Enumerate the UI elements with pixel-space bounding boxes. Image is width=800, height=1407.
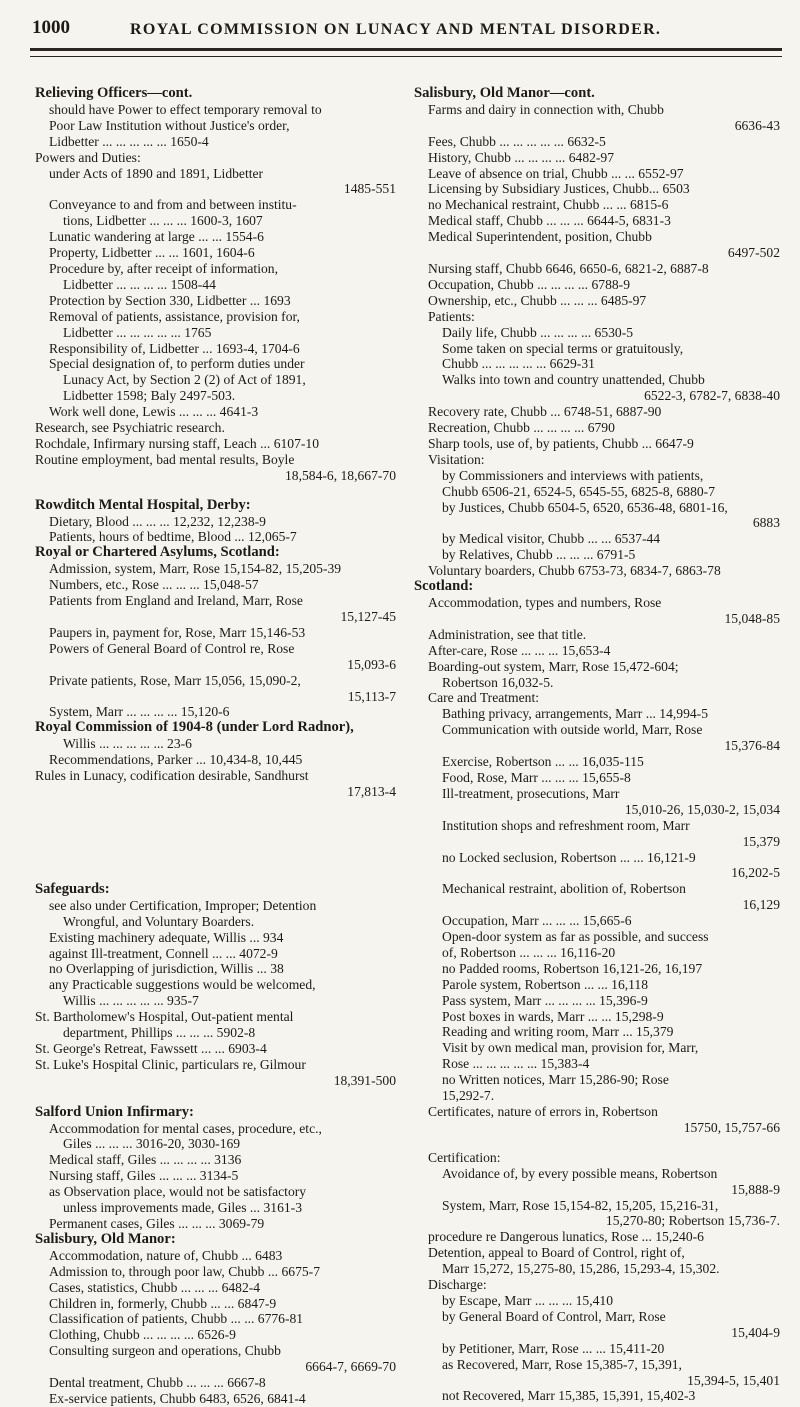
index-entry: unless improvements made, Giles ... 3161-3 xyxy=(63,1200,302,1216)
index-entry: Ex-service patients, Chubb 6483, 6526, 6841-4 xyxy=(49,1390,306,1406)
index-entry: 15,376-84 xyxy=(724,738,780,754)
index-entry: 1485-551 xyxy=(343,181,396,197)
index-entry: department, Phillips ... ... ... 5902-8 xyxy=(63,1025,256,1041)
index-entry: Sharp tools, use of, by patients, Chubb ... 6647-9 xyxy=(428,435,694,451)
index-entry: no Overlapping of jurisdiction, Willis ... 38 xyxy=(49,961,284,977)
index-entry: Dietary, Blood ... ... ... 12,232, 12,238-9 xyxy=(49,513,266,529)
index-entry: Marr 15,272, 15,275-80, 15,286, 15,293-4, 15,302. xyxy=(442,1261,720,1277)
index-entry: Responsibility of, Lidbetter ... 1693-4, 1704-6 xyxy=(49,340,300,356)
index-entry: Rules in Lunacy, codification desirable, Sandhurst xyxy=(35,768,309,784)
index-entry: Paupers in, payment for, Rose, Marr 15,146-53 xyxy=(49,624,306,640)
index-entry: 18,584-6, 18,667-70 xyxy=(284,467,396,483)
page-header xyxy=(32,17,780,44)
index-entry: Food, Rose, Marr ... ... ... 15,655-8 xyxy=(442,769,631,785)
index-entry: Some taken on special terms or gratuitously, xyxy=(442,340,684,356)
index-entry: Medical staff, Giles ... ... ... ... 3136 xyxy=(49,1152,242,1168)
index-entry: Routine employment, bad mental results, Boyle xyxy=(35,451,295,467)
index-entry: Daily life, Chubb ... ... ... ... 6530-5 xyxy=(442,324,634,340)
index-entry: Occupation, Marr ... ... ... 15,665-6 xyxy=(442,913,632,929)
index-entry: Cases, statistics, Chubb ... ... ... 6482-4 xyxy=(49,1279,261,1295)
index-entry: Accommodation, types and numbers, Rose xyxy=(428,595,662,610)
index-entry: Lidbetter ... ... ... ... ... 1650-4 xyxy=(49,133,209,149)
index-entry: 15,113-7 xyxy=(347,688,396,704)
index-entry: Poor Law Institution without Justice's order, xyxy=(49,117,290,133)
index-entry: Giles ... ... ... 3016-20, 3030-169 xyxy=(63,1136,241,1152)
index-entry: by General Board of Control, Marr, Rose xyxy=(442,1308,666,1324)
index-entry: Fees, Chubb ... ... ... ... ... 6632-5 xyxy=(428,133,606,149)
index-entry: Robertson 16,032-5. xyxy=(442,674,554,690)
index-entry: Visit by own medical man, provision for, Marr, xyxy=(442,1040,699,1056)
spacer xyxy=(35,484,400,498)
index-entry: 15,048-85 xyxy=(724,610,780,626)
index-entry: Institution shops and refreshment room, Marr xyxy=(442,817,690,833)
index-entry: no Mechanical restraint, Chubb ... ... 6815-6 xyxy=(428,197,669,213)
index-entry: Medical staff, Chubb ... ... ... 6644-5, 6831-3 xyxy=(428,213,671,229)
index-entry: 6636-43 xyxy=(734,117,780,133)
index-entry: under Acts of 1890 and 1891, Lidbetter xyxy=(49,165,264,181)
index-entry: Avoidance of, by every possible means, Robertson xyxy=(442,1165,718,1181)
index-entry: Conveyance to and from and between institu- xyxy=(49,197,297,213)
index-entry: by Relatives, Chubb ... ... ... 6791-5 xyxy=(442,547,636,563)
index-entry: Visitation: xyxy=(428,451,485,467)
index-entry: Communication with outside world, Marr, Rose xyxy=(442,722,703,738)
index-entry: Wrongful, and Voluntary Boarders. xyxy=(63,913,255,929)
index-entry: not Recovered, Marr 15,385, 15,391, 15,402-3 xyxy=(442,1388,696,1404)
index-entry: System, Marr, Rose 15,154-82, 15,205, 15,216-31, xyxy=(442,1197,719,1213)
index-entry: Parole system, Robertson ... ... 16,118 xyxy=(442,976,649,992)
index-entry: Rose ... ... ... ... ... 15,383-4 xyxy=(442,1056,590,1072)
index-entry: 6883 xyxy=(752,515,780,531)
index-entry: Dental treatment, Chubb ... ... ... 6667-8 xyxy=(49,1375,266,1391)
page-number: 1000 xyxy=(32,17,70,38)
index-entry: Mechanical restraint, abolition of, Robertson xyxy=(442,881,686,897)
index-entry: Lunacy Act, by Section 2 (2) of Act of 1891, xyxy=(63,372,306,388)
index-entry: 15,270-80; Robertson 15,736-7. xyxy=(605,1213,780,1229)
index-entry: by Justices, Chubb 6504-5, 6520, 6536-48, 6801-16, xyxy=(442,499,728,515)
index-entry: 15,888-9 xyxy=(731,1181,780,1197)
index-entry: 15750, 15,757-66 xyxy=(683,1119,780,1135)
index-entry: 17,813-4 xyxy=(347,783,396,799)
spacer xyxy=(35,800,400,882)
index-entry: Medical Superintendent, position, Chubb xyxy=(428,229,652,245)
index-entry: as Recovered, Marr, Rose 15,385-7, 15,391, xyxy=(442,1356,682,1372)
index-entry: Nursing staff, Giles ... ... ... 3134-5 xyxy=(49,1168,239,1184)
index-entry: St. Bartholomew's Hospital, Out-patient mental xyxy=(35,1009,294,1025)
index-entry: Reading and writing room, Marr ... 15,379 xyxy=(442,1024,674,1040)
index-entry: Rochdale, Infirmary nursing staff, Leach ... 6107-10 xyxy=(35,435,320,451)
index-entry: should have Power to effect temporary removal to xyxy=(49,101,322,117)
index-block xyxy=(35,86,400,484)
index-entry: Bathing privacy, arrangements, Marr ... 14,994-5 xyxy=(442,706,709,722)
index-entry: 6664-7, 6669-70 xyxy=(305,1359,396,1375)
index-entry: Property, Lidbetter ... ... 1601, 1604-6 xyxy=(49,245,255,261)
index-entry: no Padded rooms, Robertson 16,121-26, 16,197 xyxy=(442,960,703,976)
index-entry: Boarding-out system, Marr, Rose 15,472-604; xyxy=(428,658,679,674)
index-entry: Lunatic wandering at large ... ... 1554-6 xyxy=(49,229,264,245)
index-entry: Patients, hours of bedtime, Blood ... 12,065-7 xyxy=(49,529,297,545)
index-entry: Care and Treatment: xyxy=(428,690,539,706)
index-entry: Ill-treatment, prosecutions, Marr xyxy=(442,785,620,801)
index-entry: no Written notices, Marr 15,286-90; Rose xyxy=(442,1072,669,1088)
index-entry: 16,202-5 xyxy=(731,865,780,881)
index-entry: 6497-502 xyxy=(727,245,780,261)
index-entry: Open-door system as far as possible, and success xyxy=(442,929,709,945)
index-entry: Walks into town and country unattended, Chubb xyxy=(442,372,705,388)
index-entry: tions, Lidbetter ... ... ... 1600-3, 1607 xyxy=(63,213,263,229)
index-entry: Leave of absence on trial, Chubb ... ... 6552-97 xyxy=(428,165,684,181)
index-block xyxy=(414,86,784,579)
index-block xyxy=(35,882,400,1089)
index-entry: 15,292-7. xyxy=(442,1088,495,1104)
index-entry: 15,404-9 xyxy=(731,1324,780,1340)
index-entry: Powers of General Board of Control re, Rose xyxy=(49,640,295,656)
index-entry: Administration, see that title. xyxy=(428,626,587,642)
index-entry: against Ill-treatment, Connell ... ... 4072-9 xyxy=(49,945,278,961)
index-entry: Certificates, nature of errors in, Robertson xyxy=(428,1104,658,1119)
index-entry: any Practicable suggestions would be welcomed, xyxy=(49,977,316,993)
index-entry: Detention, appeal to Board of Control, right of, xyxy=(428,1245,685,1261)
index-entry: by Medical visitor, Chubb ... ... 6537-44 xyxy=(442,531,661,547)
index-entry: Research, see Psychiatric research. xyxy=(35,420,225,436)
index-entry: System, Marr ... ... ... ... 15,120-6 xyxy=(49,704,230,720)
index-entry: by Commissioners and interviews with patients, xyxy=(442,467,704,483)
index-entry: Certification: xyxy=(428,1149,501,1165)
index-entry: Recreation, Chubb ... ... ... ... 6790 xyxy=(428,420,615,436)
index-entry: Protection by Section 330, Lidbetter ... 1693 xyxy=(49,292,291,308)
page-title: ROYAL COMMISSION ON LUNACY AND MENTAL DISORDER. xyxy=(130,21,662,38)
index-entry: Classification of patients, Chubb ... ... 6776-81 xyxy=(49,1311,304,1327)
index-heading: Salisbury, Old Manor—cont. xyxy=(414,86,595,101)
index-entry: 16,129 xyxy=(742,897,780,913)
index-block xyxy=(414,579,784,1136)
index-entry: of, Robertson ... ... ... 16,116-20 xyxy=(442,944,616,960)
index-entry: Work well done, Lewis ... ... ... 4641-3 xyxy=(49,404,259,420)
index-entry: History, Chubb ... ... ... ... 6482-97 xyxy=(428,149,615,165)
index-entry: Willis ... ... ... ... ... 935-7 xyxy=(63,993,199,1009)
index-entry: Occupation, Chubb ... ... ... ... 6788-9 xyxy=(428,276,630,292)
index-entry: Admission, system, Marr, Rose 15,154-82, 15,205-39 xyxy=(49,561,342,577)
index-entry: Licensing by Subsidiary Justices, Chubb... 6503 xyxy=(428,181,690,197)
index-entry: 15,379 xyxy=(742,833,780,849)
index-entry: Lidbetter ... ... ... ... ... 1765 xyxy=(63,324,212,340)
index-entry: see also under Certification, Improper; Detention xyxy=(49,897,317,913)
index-entry: Permanent cases, Giles ... ... ... 3069-79 xyxy=(49,1216,265,1231)
index-heading: Scotland: xyxy=(414,579,474,595)
index-entry: Post boxes in wards, Marr ... ... 15,298-9 xyxy=(442,1008,664,1024)
index-entry: as Observation place, would not be satisfactory xyxy=(49,1184,307,1200)
index-heading: Relieving Officers—cont. xyxy=(35,86,193,101)
spacer xyxy=(35,1089,400,1105)
index-entry: Discharge: xyxy=(428,1277,487,1293)
index-heading: Rowditch Mental Hospital, Derby: xyxy=(35,497,251,513)
index-heading: Royal or Chartered Asylums, Scotland: xyxy=(35,545,280,561)
index-block xyxy=(35,498,400,800)
index-entry: 15,127-45 xyxy=(340,609,396,624)
index-entry: Accommodation, nature of, Chubb ... 6483 xyxy=(49,1247,283,1263)
index-entry: by Petitioner, Marr, Rose ... ... 15,411-20 xyxy=(442,1340,665,1356)
right-column xyxy=(414,86,784,1404)
index-heading: Salford Union Infirmary: xyxy=(35,1104,194,1120)
index-entry: Nursing staff, Chubb 6646, 6650-6, 6821-2, 6887-8 xyxy=(428,260,709,276)
index-entry: Patients: xyxy=(428,308,475,324)
index-entry: procedure re Dangerous lunatics, Rose ... 15,240-6 xyxy=(428,1229,704,1245)
index-entry: 18,391-500 xyxy=(333,1072,396,1088)
index-heading: Royal Commission of 1904-8 (under Lord Radnor), xyxy=(35,720,354,736)
index-entry: Willis ... ... ... ... ... 23-6 xyxy=(63,736,192,752)
index-entry: Procedure by, after receipt of information, xyxy=(49,260,278,276)
index-entry: Chubb 6506-21, 6524-5, 6545-55, 6825-8, 6880-7 xyxy=(442,483,715,499)
index-entry: Special designation of, to perform duties under xyxy=(49,356,305,372)
spacer xyxy=(414,1136,784,1150)
index-entry: Removal of patients, assistance, provision for, xyxy=(49,308,300,324)
index-block xyxy=(35,1105,400,1407)
index-heading: Safeguards: xyxy=(35,881,110,897)
index-heading: Salisbury, Old Manor: xyxy=(35,1231,176,1247)
index-entry: Lidbetter 1598; Baly 2497-503. xyxy=(63,388,236,404)
index-entry: Recovery rate, Chubb ... 6748-51, 6887-90 xyxy=(428,404,662,420)
index-entry: Private patients, Rose, Marr 15,056, 15,090-2, xyxy=(49,672,301,688)
index-entry: Lidbetter ... ... ... ... 1508-44 xyxy=(63,276,216,292)
index-entry: Children in, formerly, Chubb ... ... 6847-9 xyxy=(49,1295,277,1311)
index-block xyxy=(414,1150,784,1405)
index-entry: Admission to, through poor law, Chubb ... 6675-7 xyxy=(49,1263,320,1279)
index-entry: 15,394-5, 15,401 xyxy=(687,1372,780,1388)
index-entry: Chubb ... ... ... ... ... 6629-31 xyxy=(442,356,595,372)
index-entry: Ownership, etc., Chubb ... ... ... 6485-97 xyxy=(428,292,647,308)
index-entry: 15,010-26, 15,030-2, 15,034 xyxy=(624,801,780,817)
index-entry: Recommendations, Parker ... 10,434-8, 10,445 xyxy=(49,752,303,768)
index-entry: Existing machinery adequate, Willis ... 934 xyxy=(49,929,284,945)
index-entry: Patients from England and Ireland, Marr, Rose xyxy=(49,593,303,609)
index-entry: 6522-3, 6782-7, 6838-40 xyxy=(644,388,780,404)
index-entry: Powers and Duties: xyxy=(35,149,141,165)
index-entry: by Escape, Marr ... ... ... 15,410 xyxy=(442,1292,614,1308)
header-rule xyxy=(30,48,782,57)
index-entry: Farms and dairy in connection with, Chubb xyxy=(428,101,664,117)
index-entry: Accommodation for mental cases, procedure, etc., xyxy=(49,1120,322,1136)
index-entry: After-care, Rose ... ... ... 15,653-4 xyxy=(428,642,611,658)
index-entry: Consulting surgeon and operations, Chubb xyxy=(49,1343,281,1359)
index-entry: Exercise, Robertson ... ... 16,035-115 xyxy=(442,754,644,770)
left-column xyxy=(35,86,400,1407)
index-entry: no Locked seclusion, Robertson ... ... 16,121-9 xyxy=(442,849,696,865)
index-entry: Pass system, Marr ... ... ... ... 15,396-9 xyxy=(442,992,648,1008)
index-entry: St. Luke's Hospital Clinic, particulars re, Gilmour xyxy=(35,1056,306,1072)
index-entry: Voluntary boarders, Chubb 6753-73, 6834-7, 6863-78 xyxy=(428,563,721,579)
index-entry: Numbers, etc., Rose ... ... ... 15,048-57 xyxy=(49,577,259,593)
index-entry: Clothing, Chubb ... ... ... ... 6526-9 xyxy=(49,1327,236,1343)
index-entry: St. George's Retreat, Fawssett ... ... 6903-4 xyxy=(35,1040,267,1056)
index-entry: 15,093-6 xyxy=(347,656,396,672)
